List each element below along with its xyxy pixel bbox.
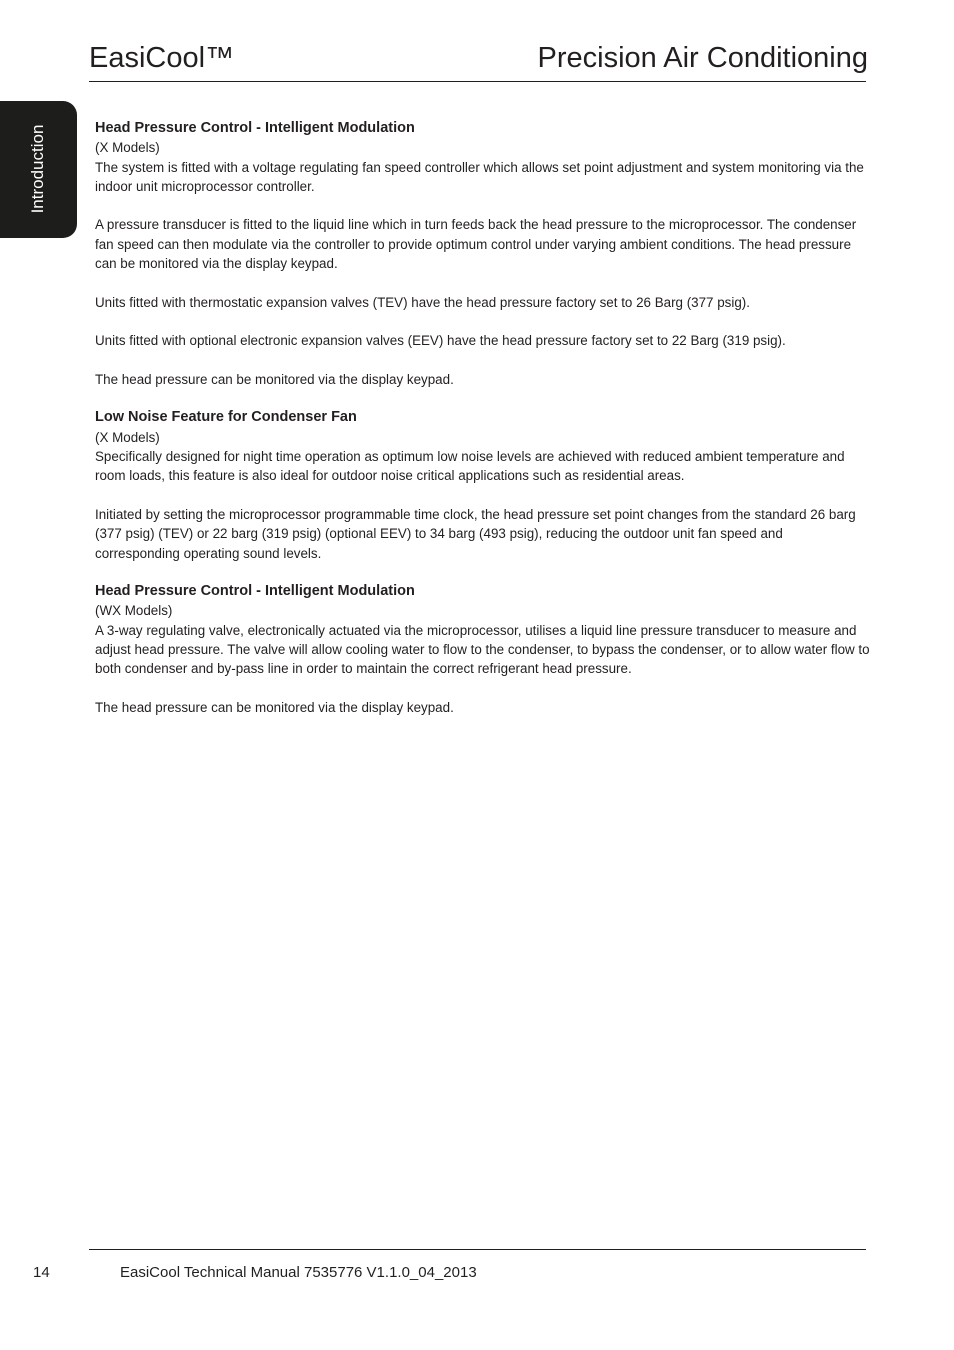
header-divider	[89, 81, 866, 82]
header-product-name: EasiCool™	[89, 42, 235, 74]
header-page-title: Precision Air Conditioning	[537, 42, 868, 74]
section-head-pressure-x	[95, 119, 870, 389]
paragraph: A pressure transducer is fitted to the liquid line which in turn feeds back the head pressure to the microprocessor. The condenser fan speed can then modulate via the controller to provide optimum control under varying ambient conditions. The head pressure can be monitored via the display keypad.	[95, 217, 857, 272]
section-heading: Low Noise Feature for Condenser Fan	[95, 409, 357, 426]
section-low-noise	[95, 408, 870, 562]
footer-divider	[89, 1249, 866, 1250]
section-models-note: (X Models)	[95, 429, 160, 445]
paragraph: Units fitted with thermostatic expansion valves (TEV) have the head pressure factory set to 26 Barg (377 psig).	[95, 294, 750, 310]
main-content	[95, 119, 870, 737]
paragraph: Units fitted with optional electronic expansion valves (EEV) have the head pressure factory set to 22 Barg (319 psig).	[95, 333, 786, 349]
paragraph: A 3-way regulating valve, electronically actuated via the microprocessor, utilises a liquid line pressure transducer to measure and adjust head pressure. The valve will allow cooling water to flow to the condenser, to bypass the condenser, or to allow water flow to both condenser and by-pass line in order to maintain the correct refrigerant head pressure.	[95, 622, 870, 677]
side-tab-label: Introduction	[28, 124, 47, 214]
paragraph: Initiated by setting the microprocessor programmable time clock, the head pressure set point changes from the standard 26 barg (377 psig) (TEV) or 22 barg (319 psig) (optional EEV) to 34 barg (493 psig), reducing the outdoor unit fan speed and corresponding operating sound levels.	[95, 506, 856, 561]
section-heading: Head Pressure Control - Intelligent Modulation	[95, 583, 415, 600]
paragraph: The system is fitted with a voltage regulating fan speed controller which allows set point adjustment and system monitoring via the indoor unit microprocessor controller.	[95, 159, 864, 194]
footer-document-title: EasiCool Technical Manual 7535776 V1.1.0_04_2013	[120, 1264, 477, 1281]
page-number: 14	[33, 1264, 50, 1281]
paragraph: The head pressure can be monitored via the display keypad.	[95, 371, 454, 387]
section-models-note: (X Models)	[95, 140, 160, 156]
section-models-note: (WX Models)	[95, 603, 173, 619]
paragraph: The head pressure can be monitored via the display keypad.	[95, 699, 454, 715]
paragraph: Specifically designed for night time operation as optimum low noise levels are achieved with reduced ambient temperature and room loads, this feature is also ideal for outdoor noise critical applications such as residential areas.	[95, 449, 845, 484]
section-heading: Head Pressure Control - Intelligent Modulation	[95, 120, 415, 136]
section-head-pressure-wx	[95, 582, 870, 717]
